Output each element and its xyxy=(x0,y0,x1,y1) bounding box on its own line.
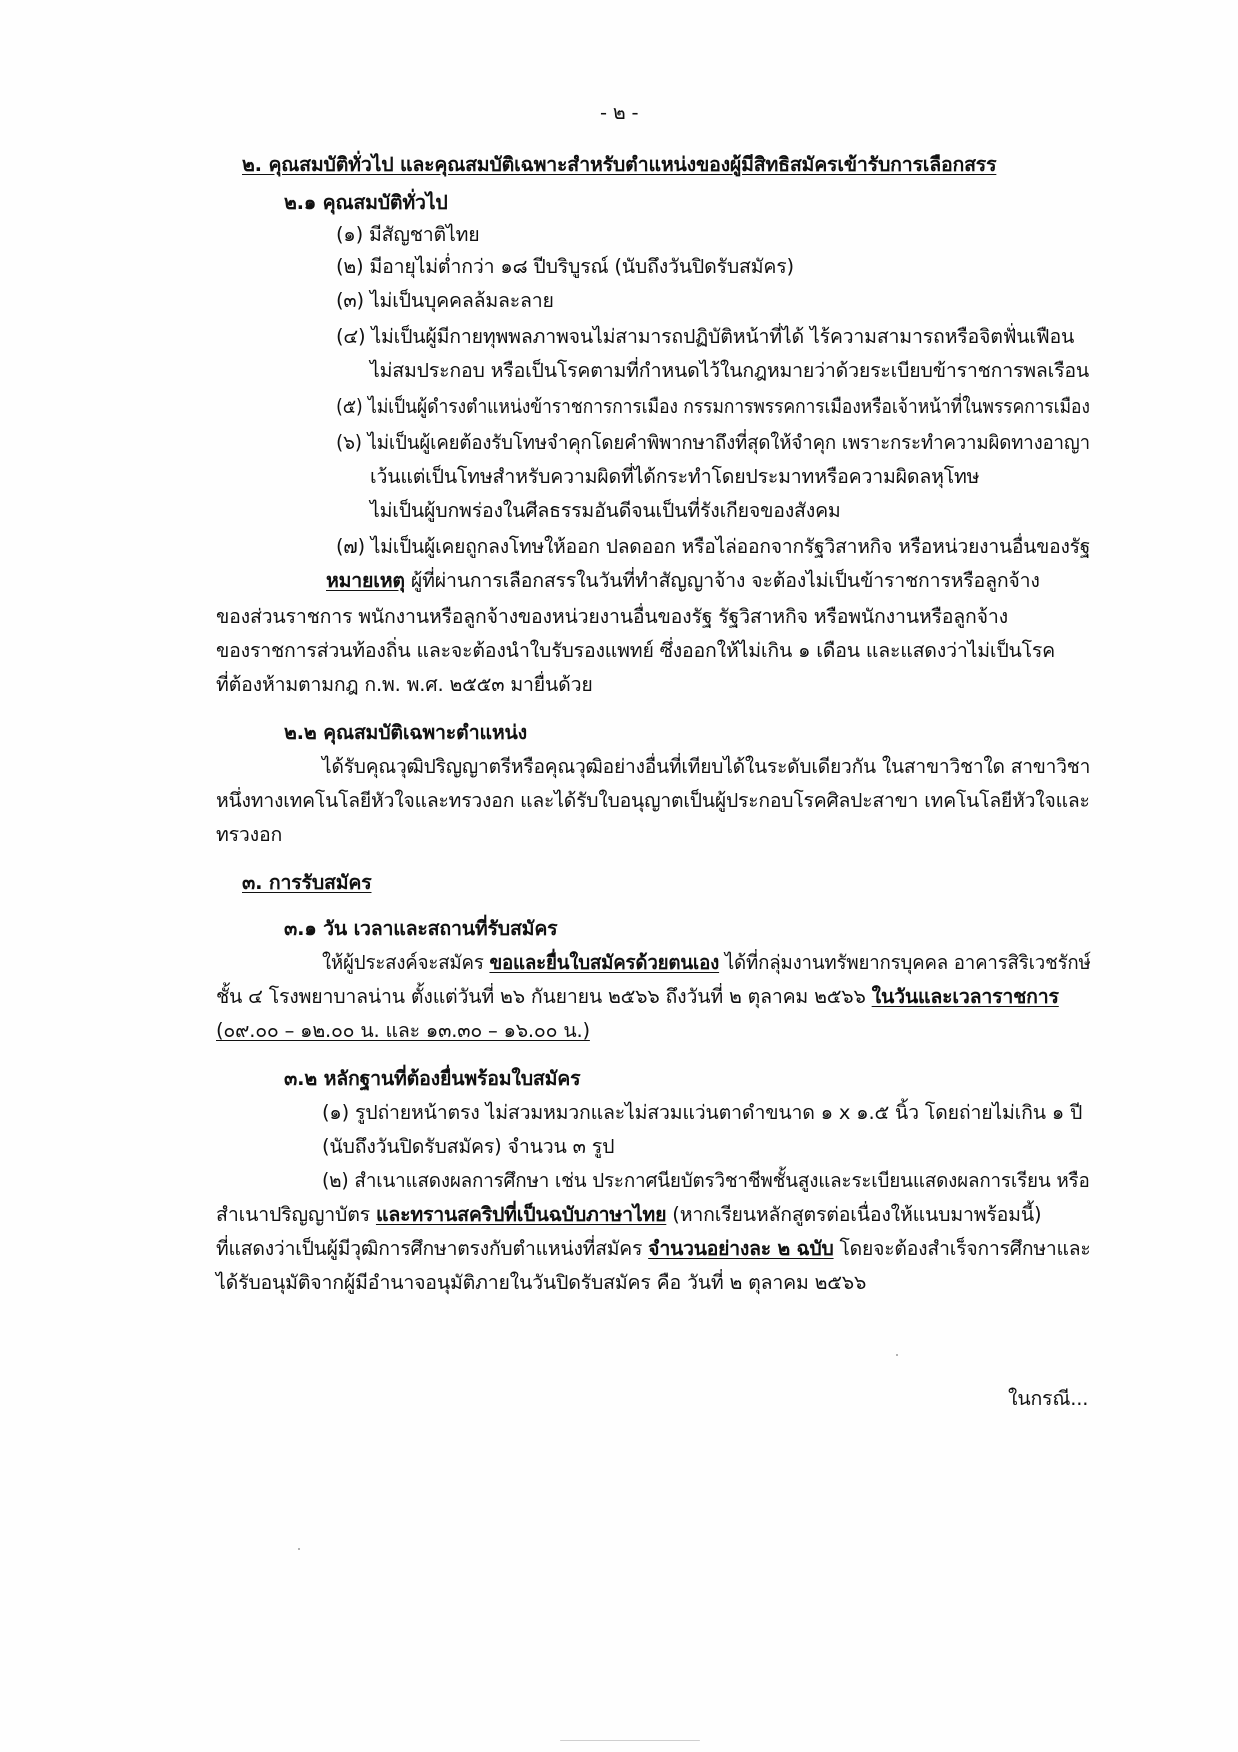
page-number: - ๒ - xyxy=(600,101,639,124)
note-line-4: ที่ต้องห้ามตามกฎ ก.พ. พ.ศ. ๒๕๕๓ มายื่นด้วย xyxy=(216,673,593,696)
section-2-title: ๒. คุณสมบัติทั่วไป และคุณสมบัติเฉพาะสำหรับตำแหน่งของผู้มีสิทธิสมัครเข้ารับการเลือกสรร xyxy=(242,153,997,176)
section-3-title: ๓. การรับสมัคร xyxy=(242,871,372,894)
section-2-2-heading: ๒.๒ คุณสมบัติเฉพาะตำแหน่ง xyxy=(284,721,527,744)
qualification-item-6: (๖) ไม่เป็นผู้เคยต้องรับโทษจำคุกโดยคำพิพากษาถึงที่สุดให้จำคุก เพราะกระทำความผิดทางอาญา xyxy=(336,431,1090,454)
qualification-item-4: (๔) ไม่เป็นผู้มีกายทุพพลภาพจนไม่สามารถปฏิบัติหน้าที่ได้ ไร้ความสามารถหรือจิตฟั่นเฟือน xyxy=(336,325,1075,348)
office-hours: (๐๙.๐๐ – ๑๒.๐๐ น. และ ๑๓.๓๐ – ๑๖.๐๐ น.) xyxy=(216,1019,590,1042)
qualification-item-4-cont: ไม่สมประกอบ หรือเป็นโรคตามที่กำหนดไว้ในกฎหมายว่าด้วยระเบียบข้าราชการพลเรือน xyxy=(370,359,1090,382)
application-line-2-a: ชั้น ๔ โรงพยาบาลน่าน ตั้งแต่วันที่ ๒๖ กันยายน ๒๕๖๖ ถึงวันที่ ๒ ตุลาคม ๒๕๖๖ xyxy=(216,985,872,1008)
note-label: หมายเหตุ xyxy=(326,569,405,592)
qualification-item-1: (๑) มีสัญชาติไทย xyxy=(336,223,480,246)
section-3-1-heading: ๓.๑ วัน เวลาและสถานที่รับสมัคร xyxy=(284,917,558,940)
application-line-1-a: ให้ผู้ประสงค์จะสมัคร xyxy=(322,951,490,974)
document-item-2-cont-3: ได้รับอนุมัติจากผู้มีอำนาจอนุมัติภายในวันปิดรับสมัคร คือ วันที่ ๒ ตุลาคม ๒๕๖๖ xyxy=(216,1271,867,1294)
document-item-2: (๒) สำเนาแสดงผลการศึกษา เช่น ประกาศนียบัตรวิชาชีพชั้นสูงและระเบียนแสดงผลการเรียน หรือ xyxy=(322,1169,1090,1192)
section-3-2-heading: ๓.๒ หลักฐานที่ต้องยื่นพร้อมใบสมัคร xyxy=(284,1067,581,1090)
qualification-item-3: (๓) ไม่เป็นบุคคลล้มละลาย xyxy=(336,289,554,312)
document-item-2-cont-2 xyxy=(216,1236,1091,1262)
document-item-2-cont-1-c: (หากเรียนหลักสูตรต่อเนื่องให้แนบมาพร้อมนี้) xyxy=(666,1203,1042,1226)
section-2-1-heading: ๒.๑ คุณสมบัติทั่วไป xyxy=(284,191,448,214)
note-line-1 xyxy=(326,568,1040,594)
scan-speck xyxy=(896,1354,898,1356)
document-item-1: (๑) รูปถ่ายหน้าตรง ไม่สวมหมวกและไม่สวมแว่นตาดำขนาด ๑ x ๑.๕ นิ้ว โดยถ่ายไม่เกิน ๑ ปี xyxy=(322,1101,1083,1124)
note-line-3: ของราชการส่วนท้องถิ่น และจะต้องนำใบรับรองแพทย์ ซึ่งออกให้ไม่เกิน ๑ เดือน และแสดงว่าไม่เป็นโรค xyxy=(216,639,1056,662)
specific-line-1: ได้รับคุณวุฒิปริญญาตรีหรือคุณวุฒิอย่างอื่นที่เทียบได้ในระดับเดียวกัน ในสาขาวิชาใด สาขาวิชา xyxy=(322,755,1091,778)
document-item-1-cont: (นับถึงวันปิดรับสมัคร) จำนวน ๓ รูป xyxy=(322,1135,615,1158)
note-line-2: ของส่วนราชการ พนักงานหรือลูกจ้างของหน่วยงานอื่นของรัฐ รัฐวิสาหกิจ หรือพนักงานหรือลูกจ้าง xyxy=(216,605,1008,628)
application-line-1 xyxy=(322,950,1091,976)
document-item-2-cont-1-a: สำเนาปริญญาบัตร xyxy=(216,1203,376,1226)
note-text-1: ผู้ที่ผ่านการเลือกสรรในวันที่ทำสัญญาจ้าง จะต้องไม่เป็นข้าราชการหรือลูกจ้าง xyxy=(404,569,1040,592)
specific-line-3: ทรวงอก xyxy=(216,823,283,846)
document-item-2-cont-2-c: โดยจะต้องสำเร็จการศึกษาและ xyxy=(833,1237,1091,1260)
office-hours-emphasis: ในวันและเวลาราชการ xyxy=(871,985,1059,1008)
copies-emphasis: จำนวนอย่างละ ๒ ฉบับ xyxy=(648,1237,834,1260)
thai-transcript-emphasis: และทรานสคริปที่เป็นฉบับภาษาไทย xyxy=(375,1203,667,1226)
document-item-2-cont-2-a: ที่แสดงว่าเป็นผู้มีวุฒิการศึกษาตรงกับตำแหน่งที่สมัคร xyxy=(216,1237,649,1260)
continuation-text: ในกรณี... xyxy=(1008,1387,1089,1410)
qualification-item-5: (๕) ไม่เป็นผู้ดำรงตำแหน่งข้าราชการการเมือง กรรมการพรรคการเมืองหรือเจ้าหน้าที่ในพรรคการเมือง xyxy=(336,395,1090,418)
qualification-item-7: (๗) ไม่เป็นผู้เคยถูกลงโทษให้ออก ปลดออก หรือไล่ออกจากรัฐวิสาหกิจ หรือหน่วยงานอื่นของรัฐ xyxy=(336,535,1091,558)
qualification-item-6-cont-1: เว้นแต่เป็นโทษสำหรับความผิดที่ได้กระทำโดยประมาทหรือความผิดลหุโทษ xyxy=(370,465,980,488)
application-line-2 xyxy=(216,984,1059,1010)
application-line-1-c: ได้ที่กลุ่มงานทรัพยากรบุคคล อาคารสิริเวชรักษ์ xyxy=(719,951,1091,974)
scan-speck xyxy=(298,1548,300,1550)
apply-in-person-emphasis: ขอและยื่นใบสมัครด้วยตนเอง xyxy=(489,951,720,974)
qualification-item-2: (๒) มีอายุไม่ต่ำกว่า ๑๘ ปีบริบูรณ์ (นับถึงวันปิดรับสมัคร) xyxy=(336,255,794,278)
document-item-2-cont-1 xyxy=(216,1202,1041,1228)
qualification-item-6-cont-2: ไม่เป็นผู้บกพร่องในศีลธรรมอันดีจนเป็นที่รังเกียจของสังคม xyxy=(370,499,841,522)
specific-line-2: หนึ่งทางเทคโนโลยีหัวใจและทรวงอก และได้รับใบอนุญาตเป็นผู้ประกอบโรคศิลปะสาขา เทคโนโลยีหัวใจและ xyxy=(216,789,1090,812)
scan-edge-line xyxy=(560,1740,700,1741)
